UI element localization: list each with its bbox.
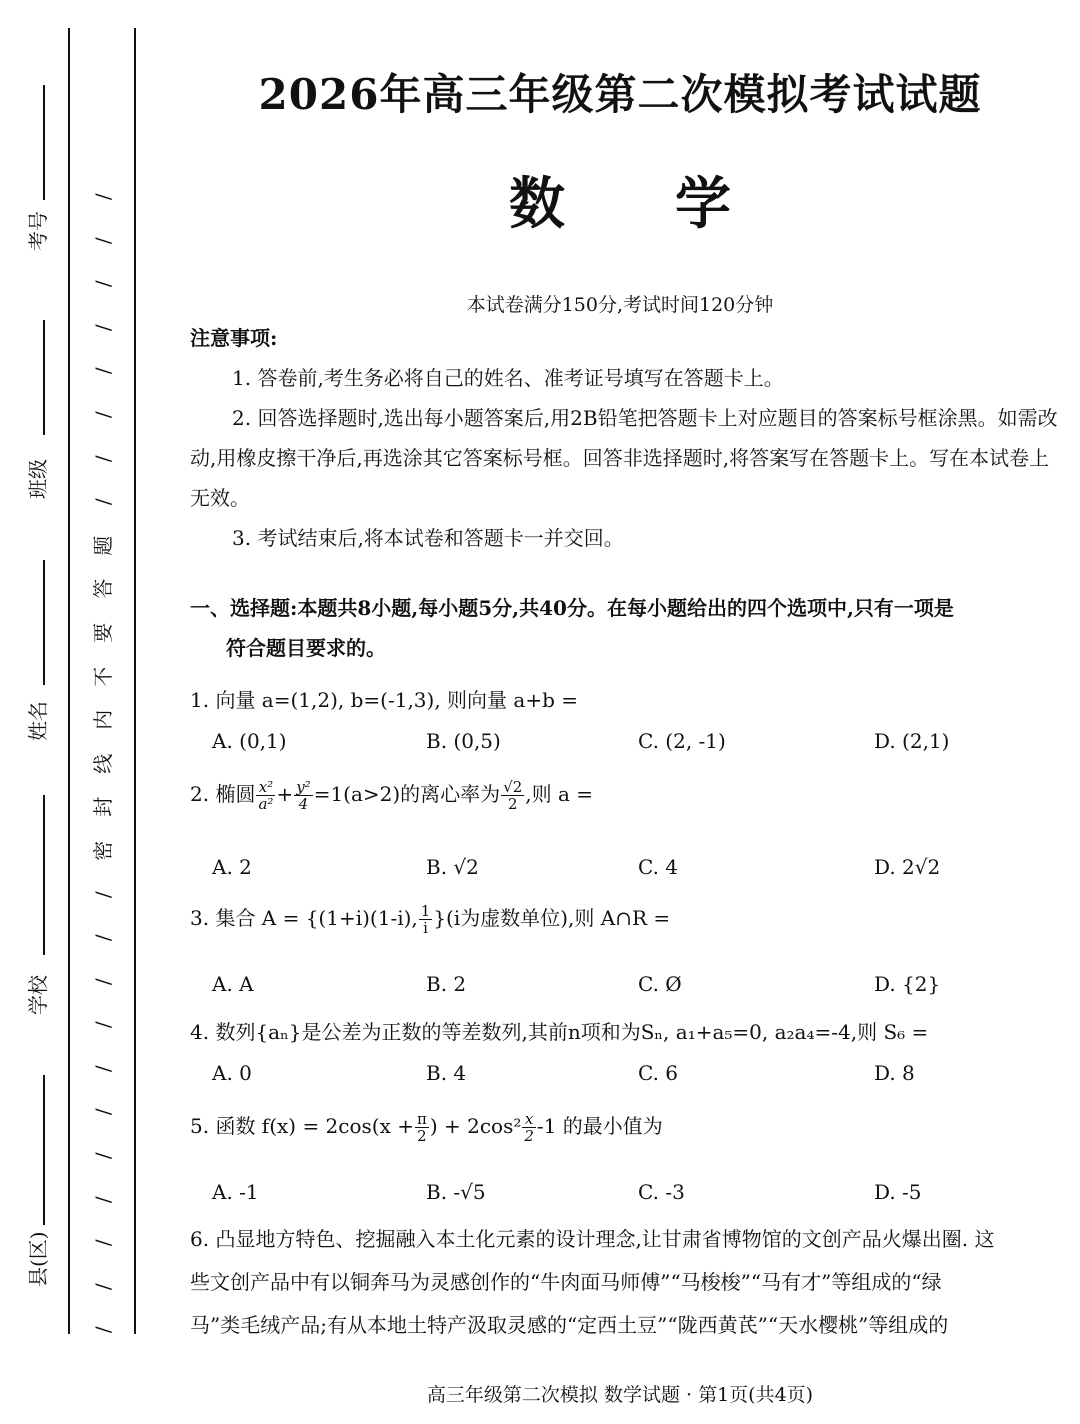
question-3-stem: 3. 集合 A = {(1+i)(1-i), $\frac{1}{i}$ }(i为虚数单位),则 A∩R =: [190, 902, 671, 937]
class-line: [43, 320, 45, 435]
subject-title: 数 学: [509, 171, 731, 237]
school-label: 学校: [26, 975, 50, 1015]
school-line: [43, 795, 45, 955]
margin-line-inner: [134, 28, 136, 1334]
id-number-line: [43, 85, 45, 200]
notes-heading: 注意事项:: [190, 326, 278, 350]
notes: [190, 318, 1060, 558]
name-label: 姓名: [26, 701, 50, 741]
question-5-stem: 5. 函数 f(x) = 2cos(x + $\frac{\pi}{2}$ ) + 2cos² $\frac{x}{2}$ -1 的最小值为: [190, 1110, 663, 1145]
question-2-stem: 2. 椭圆 $\frac{\text{x²}}{\text{a²}}$ + $\frac{\text{y²}}{4}$ =1(a>2)的离心率为 $\frac{√2}{2}$ ,则 a =: [190, 778, 594, 813]
exam-title: 2026年高三年级第二次模拟考试试题: [258, 70, 982, 119]
county-label: 县(区): [26, 1231, 50, 1287]
exam-info: 本试卷满分150分,考试时间120分钟: [466, 294, 774, 316]
question-6-stem: 6. 凸显地方特色、挖掘融入本土化元素的设计理念,让甘肃省博物馆的文创产品火爆出圈. 这 些文创产品中有以铜奔马为灵感创作的“牛肉面马师傅”“马梭梭”“马有才”等组成的“绿 马”类毛绒产品;有从本地土特产汲取灵感的“定西土豆”“陇西黄芪”“天水樱桃”等组成的: [190, 1227, 995, 1337]
id-number-label: 考号: [26, 211, 50, 251]
name-line: [43, 560, 45, 685]
margin-line-outer: [68, 28, 70, 1334]
question-1-stem: 1. 向量 a=(1,2), b=(-1,3), 则向量 a+b =: [190, 688, 579, 712]
question-4-stem: 4. 数列{aₙ}是公差为正数的等差数列,其前n项和为Sₙ, a₁+a₅=0, a₂a₄=-4,则 S₆ =: [190, 1020, 929, 1044]
section-heading: 一、选择题:本题共8小题,每小题5分,共40分。在每小题给出的四个选项中,只有一项是 符合题目要求的。: [190, 596, 954, 660]
class-label: 班级: [26, 459, 50, 499]
county-line: [43, 1075, 45, 1225]
page-footer: 高三年级第二次模拟 数学试题 · 第1页(共4页): [426, 1384, 814, 1406]
note-1: 1. 答卷前,考生务必将自己的姓名、准考证号填写在答题卡上。: [232, 366, 784, 390]
note-2: 2. 回答选择题时,选出每小题答案后,用2B铅笔把答题卡上对应题目的答案标号框涂黑。如需改动,用橡皮擦干净后,再选涂其它答案标号框。回答非选择题时,将答案写在答题卡上。写在本试卷上无效。: [190, 406, 1058, 510]
note-3: 3. 考试结束后,将本试卷和答题卡一并交回。: [232, 526, 624, 550]
seal-line-text: / / / / / / / / 题 答 要 不 内 线 封 密 / / / / / / / / / / /: [91, 193, 116, 1334]
